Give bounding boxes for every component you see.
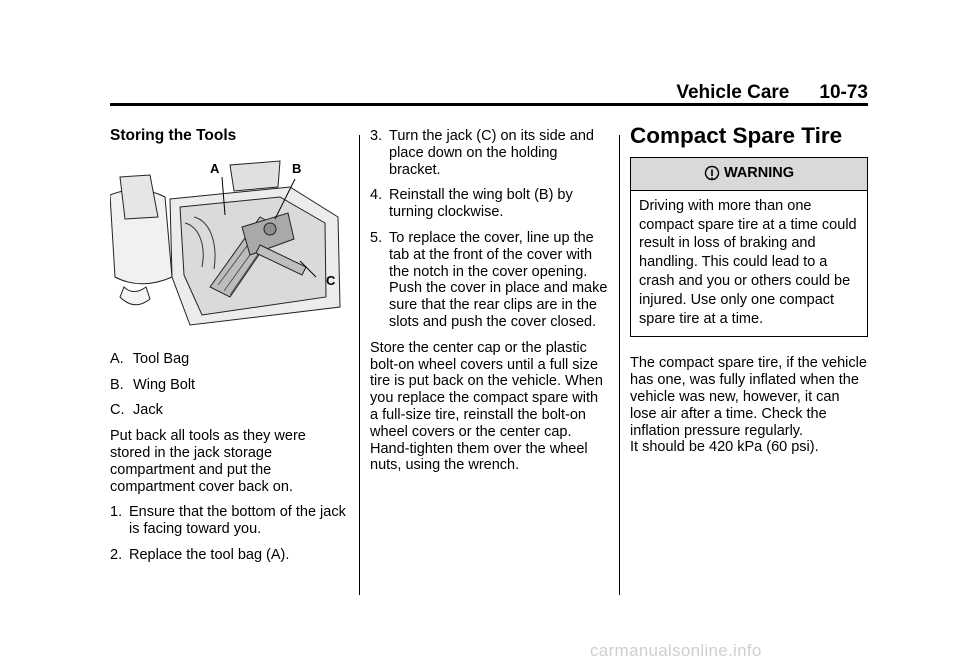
page-number: 10-73 [819,82,868,103]
warning-box [630,157,868,338]
legend-item-a: A. Tool Bag [110,350,190,367]
legend-item-b: B. Wing Bolt [110,376,196,393]
warning-header [631,158,867,191]
step-1: 1. Ensure that the bottom of the jack is facing toward you. [110,504,346,538]
step-3: 3. Turn the jack (C) on its side and place down on the holding bracket. [370,128,594,178]
pressure-paragraph: It should be 420 kPa (60 psi). [630,439,819,456]
header-rule [110,103,868,106]
left-column [110,128,348,573]
column-divider-left [359,135,360,595]
section-heading-storing-tools: Storing the Tools [110,127,237,144]
right-column [630,123,870,456]
figure-label-c: C [326,272,336,288]
section-heading-compact-spare: Compact Spare Tire [630,123,843,148]
spare-tire-paragraph: The compact spare tire, if the vehicle has one, was fully inflated when the vehicle was new, however, it can lose air after a time. Check the inflation pressure regularly. [630,355,867,439]
storage-paragraph: Put back all tools as they were stored in the jack storage compartment and put the compartment cover back on. [110,428,306,495]
warning-text: Driving with more than one compact spare tire at a time could result in loss of braking and handling. This could lead to a crash and you or others could be injured. Use only one compact spare tire at a time. [639,197,857,327]
middle-column [370,128,608,483]
figure-label-a: A [210,160,220,176]
page-header [676,82,868,104]
wheel-cover-paragraph: Store the center cap or the plastic bolt-on wheel covers until a full size tire is put back on the vehicle. When you replace the compact spare with a full-size tire, reinstall the bolt-on wheel covers or the center cap. Hand-tighten them over the wheel nuts, using the wrench. [370,339,603,474]
step-2: 2. Replace the tool bag (A). [110,546,290,563]
column-divider-right [619,135,620,595]
step-5: 5. To replace the cover, line up the tab at the front of the cover with the notch in the cover opening. Push the cover in place and make sure that the rear clips are in the slots and push the cover closed. [370,229,608,330]
tool-storage-figure [110,157,348,333]
section-title: Vehicle Care [676,82,790,103]
warning-icon [704,165,720,183]
jack-compartment-illustration [110,157,348,333]
legend-item-c: C. Jack [110,402,163,419]
figure-label-b: B [292,160,302,176]
watermark: carmanualsonline.info [590,641,762,660]
warning-title: WARNING [723,165,795,182]
step-4: 4. Reinstall the wing bolt (B) by turning clockwise. [370,187,573,221]
